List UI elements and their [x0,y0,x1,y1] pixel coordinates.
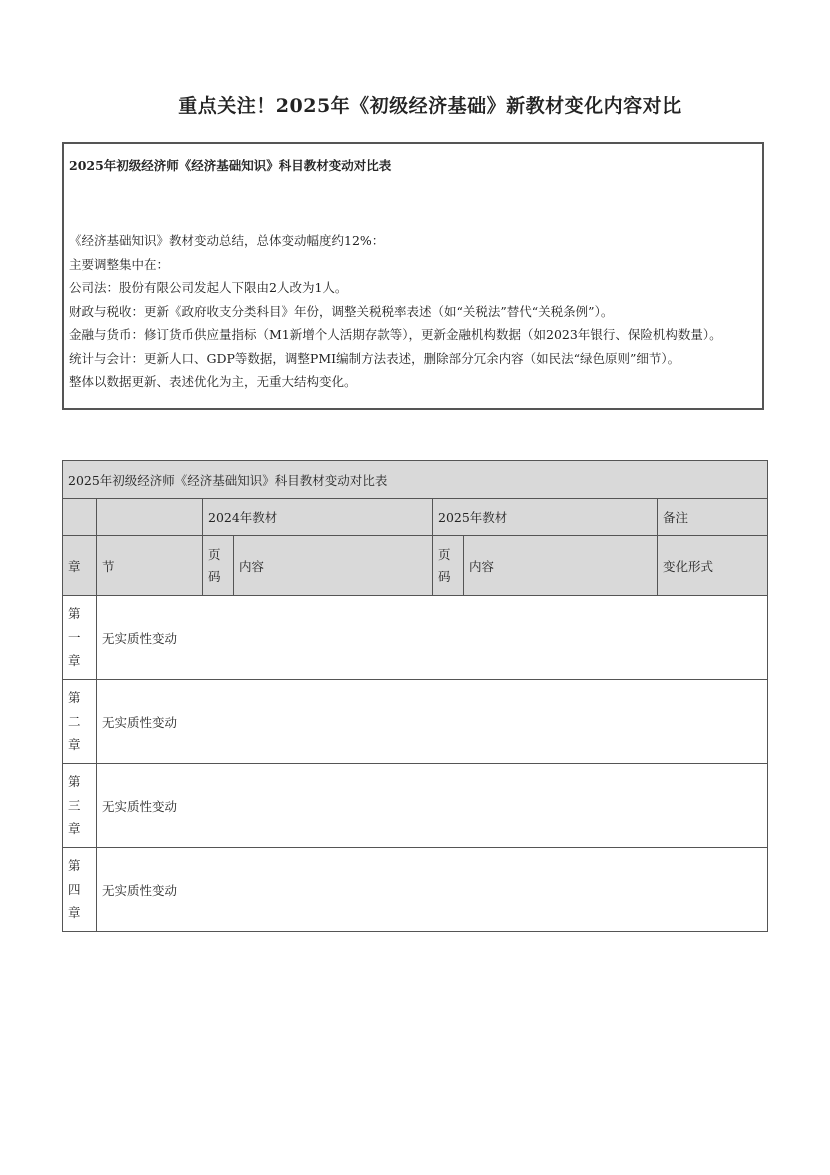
col-content-2025: 内容 [464,536,658,596]
col-change-form: 变化形式 [658,536,768,596]
summary-line: 主要调整集中在： [69,256,170,272]
table-caption: 2025年初级经济师《经济基础知识》科目教材变动对比表 [63,461,768,499]
chapter-cell: 第四章 [63,848,97,932]
summary-line: 公司法：股份有限公司发起人下限由2人改为1人。 [69,280,348,295]
summary-box [62,142,764,410]
col-page-2025: 页码 [433,536,464,596]
chapter-cell: 第三章 [63,764,97,848]
col-chapter: 章 [63,536,97,596]
row-text: 无实质性变动 [97,764,768,848]
col-content-2024: 内容 [234,536,433,596]
col-section: 节 [97,536,203,596]
table-row [63,764,768,848]
header-2025: 2025年教材 [433,499,658,536]
header-2024: 2024年教材 [203,499,433,536]
col-page-2024: 页码 [203,536,234,596]
header-empty-cell [63,499,97,536]
document-title: 重点关注！2025年《初级经济基础》新教材变化内容对比 [178,95,682,117]
summary-line: 财政与税收：更新《政府收支分类科目》年份，调整关税税率表述（如“关税法”替代“关税条例”）。 [69,303,614,319]
header-note: 备注 [658,499,768,536]
chapter-cell: 第二章 [63,680,97,764]
summary-heading: 2025年初级经济师《经济基础知识》科目教材变动对比表 [69,158,392,173]
row-text: 无实质性变动 [97,848,768,932]
row-text: 无实质性变动 [97,680,768,764]
table-row [63,596,768,680]
summary-line: 金融与货币：修订货币供应量指标（M1新增个人活期存款等），更新金融机构数据（如2023年银行、保险机构数量）。 [69,327,722,342]
summary-line: 整体以数据更新、表述优化为主，无重大结构变化。 [69,374,357,389]
table-row [63,848,768,932]
row-text: 无实质性变动 [97,596,768,680]
table-row [63,680,768,764]
summary-line: 统计与会计：更新人口、GDP等数据，调整PMI编制方法表述，删除部分冗余内容（如民法“绿色原则”细节）。 [69,350,681,366]
chapter-cell: 第一章 [63,596,97,680]
header-empty-cell [97,499,203,536]
summary-line: 《经济基础知识》教材变动总结，总体变动幅度约12%： [69,233,385,248]
comparison-table [62,460,768,932]
summary-body [69,229,757,394]
